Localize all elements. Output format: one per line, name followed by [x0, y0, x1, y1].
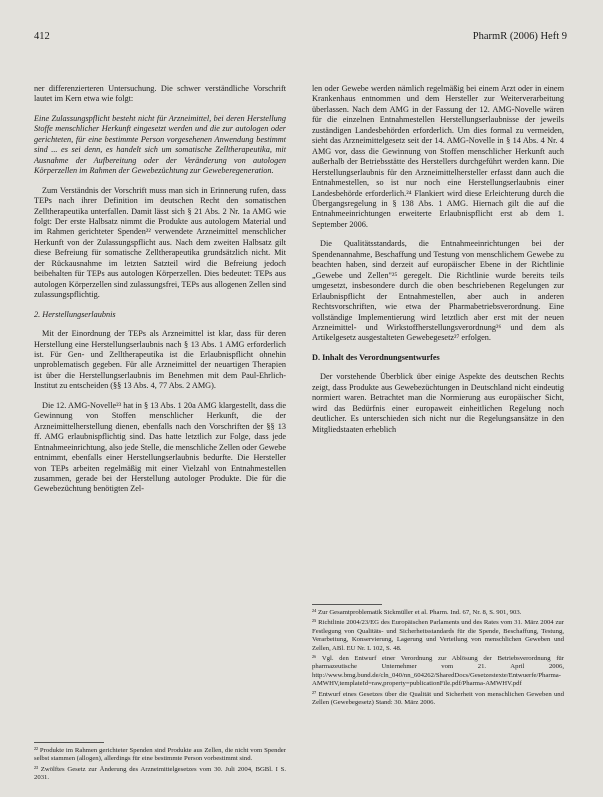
- page-header: [34, 31, 567, 45]
- section-heading: D. Inhalt des Verordnungsentwurfes: [312, 352, 440, 362]
- footnote: ²³ Zwölftes Gesetz zur Änderung des Arzneimittelgesetzes vom 30. Juli 2004, BGBl. I S. 2031.: [34, 765, 286, 782]
- footnote: ²⁷ Entwurf eines Gesetzes über die Qualität und Sicherheit von menschlichen Geweben und Zellen (Gewebegesetz) Stand: 30. März 2006.: [312, 690, 564, 707]
- footnote: ²⁴ Zur Gesamtproblematik Sickmüller et al. Pharm. Ind. 67, Nr. 8, S. 901, 903.: [312, 609, 522, 616]
- paragraph: len oder Gewebe werden nämlich regelmäßig bei einem Arzt oder in einem Krankenhaus entnommen und dem Hersteller zur Weiterverarbeitung überlassen. Nach dem AMG in der Fassung der 12. AMG-Novelle wären für die einzelnen Entnahmestellen Herstellungserlaubnisse der jeweils zuständigen Landesbehörden erforderlich. Um dies formal zu vermeiden, sieht das Arzneimittelgesetz seit der 14. AMG-Novelle in § 14 Abs. 4 Nr. 4 AMG vor, dass die Gewinnung von Stoffen menschlicher Herkunft auch außerhalb der Betriebsstätte des Herstellers durchgeführt werden kann. Die Herstellungserlaubnis für den Arzneimittelhersteller erfasst dann auch die Entnahmestellen, so ist nur noch eine Herstellungserlaubnis einer Landesbehörde erforderlich.²⁴ Flankiert wird diese Erleichterung durch die Übergangsregelung in § 138 Abs. 1 AMG. Hiernach gilt die auf die Entnahmeeinrichtungen erweiterte Erlaubnispflicht erst ab dem 1. September 2006.: [312, 84, 564, 229]
- journal-issue: PharmR (2006) Heft 9: [472, 31, 567, 42]
- right-footnotes: [312, 598, 564, 709]
- paragraph: Die 12. AMG-Novelle²³ hat in § 13 Abs. 1 20a AMG klargestellt, dass die Gewinnung von Stoffen menschlicher Herkunft, die der Arzneimittelherstellung dienen, ebenfalls nach den Vorschriften der §§ 13 ff. AMG erlaubnispflichtig sind. Das hatte letztlich zur Folge, dass jede Entnahmeeinrichtung, also jede Stelle, die menschliche Zellen oder Gewebe entnimmt, ebenfalls einer Herstellungserlaubnis bedurfte. Die Hersteller von TEPs arbeiten regelmäßig mit einer Vielzahl von Entnahmestellen zusammen, gerade bei der Herstellung autologer Produkte. Die für die Gewebezüchtung benötigten Zel-: [34, 400, 286, 494]
- paragraph: Mit der Einordnung der TEPs als Arzneimittel ist klar, dass für deren Herstellung eine Herstellungserlaubnis nach § 13 Abs. 1 AMG erforderlich ist. Für Gen- und Zelltherapeutika ist die Erlaubnispflicht ohnehin unproblematisch gegeben. Für alle Arzneimittel der neuartigen Therapien ist über die Herstellungserlaubnis im Benehmen mit dem Paul-Ehrlich-Institut zu entscheiden (§§ 13 Abs. 4, 77 Abs. 2 AMG).: [34, 329, 286, 391]
- paragraph: Der vorstehende Überblick über einige Aspekte des deutschen Rechts zeigt, dass Produkte aus Gewebezüchtungen in Deutschland nicht eindeutig normiert waren. Betrachtet man die Normierung aus europäischer Sicht, wird das Bedürfnis einer europaweit einheitlichen Regelung noch deutlicher. Es unterschieden sich nicht nur die Regelungsansätze in den Mitgliedstaaten erheblich: [312, 372, 564, 434]
- left-footnotes: [34, 736, 286, 785]
- footnote: ²⁵ Richtlinie 2004/23/EG des Europäischen Parlaments und des Rates vom 31. März 2004 zur Festlegung von Qualitäts- und Sicherheitsstandards für die Spende, Beschaffung, Testung, Verarbeitung, Konservierung, Lagerung und Verteilung von menschlichen Geweben und Zellen, ABl. EU Nr. L 102, S. 48.: [312, 619, 564, 652]
- footnote: ²⁶ Vgl. den Entwurf einer Verordnung zur Ablösung der Betriebsverordnung für pharmazeutische Unternehmer vom 21. April 2006, http://www.bmg.bund.de/cln_040/nn_604262/SharedDocs/Gesetzestexte/Entwuerfe/Pharma-AMWHV,templateId=raw,property=publicationFile.pdf/Pharma-AMWHV.pdf: [312, 655, 564, 688]
- right-column: [312, 84, 564, 444]
- paragraph: Zum Verständnis der Vorschrift muss man sich in Erinnerung rufen, dass TEPs nach ihrer Definition im deutschen Recht den somatischen Zelltherapeutika unterfallen. Damit lässt sich § 21 Abs. 2 Nr. 1a AMG wie folgt: Der erste Halbsatz nimmt die Produkte aus autologem Material und im Rahmen gerichteter Spenden²² verwendete Arzneimittel menschlicher Herkunft von der Zulassungspflicht aus. Nach dem zweiten Halbsatz gilt diese Befreiung für somatische Zelltherapeutika grundsätzlich nicht. Mit der Rückausnahme im letzten Satzteil wird die Befreiung jedoch beibehalten für TEPs aus autologen Körperzellen. Dies bedeutet: TEPs aus autologen Körperzellen sind zulassungsfrei, TEPs aus allogenen Zellen sind zulassungspflichtig.: [34, 185, 286, 300]
- page-number: 412: [34, 31, 50, 42]
- intro-paragraph: ner differenzierteren Untersuchung. Die schwer verständliche Vorschrift lautet im Kern etwa wie folgt:: [34, 84, 286, 104]
- statute-quote: Eine Zulassungspflicht besteht nicht für Arzneimittel, bei deren Herstellung Stoffe menschlicher Herkunft eingesetzt werden und die zur autologen oder gerichteten, für eine bestimmte Person vorgesehenen Anwendung bestimmt sind ... es sei denn, es handelt sich um somatische Zelltherapeutika, mit Ausnahme der Aufbereitung oder der Veränderung von autologen Körperzellen im Rahmen der Gewebezüchtung zur Geweberegeneration.: [34, 113, 286, 176]
- section-subheading: 2. Herstellungserlaubnis: [34, 309, 116, 319]
- paragraph: Die Qualitätsstandards, die Entnahmeeinrichtungen bei der Spendenannahme, Beschaffung und Testung von menschlichem Gewebe zu beachten haben, sind derzeit auf europäischer Ebene in der Richtlinie „Gewebe und Zellen"²⁵ geregelt. Die Richtlinie wurde bereits teils umgesetzt, insbesondere durch die oben beschriebenen Regelungen zur Erlaubnispflicht der Entnahmestellen, aber auch in anderen Rechtsvorschriften, wie etwa der Pharmabetriebsverordnung. Eine vollständige Implementierung wird letztlich aber erst mit der neuen Arzneimittel- und Wirkstoffherstellungsverordnung²⁶ und dem als Artikelgesetz ausgestalteten Gewebegesetz²⁷ erfolgen.: [312, 239, 564, 343]
- footnote: ²² Produkte im Rahmen gerichteter Spenden sind Produkte aus Zellen, die nicht vom Spender selbst stammen (allogen), allerdings für eine bestimmte Person vorbestimmt sind.: [34, 747, 286, 763]
- footnote-divider: [34, 742, 104, 743]
- footnote-divider: [312, 604, 382, 605]
- left-column: [34, 84, 286, 504]
